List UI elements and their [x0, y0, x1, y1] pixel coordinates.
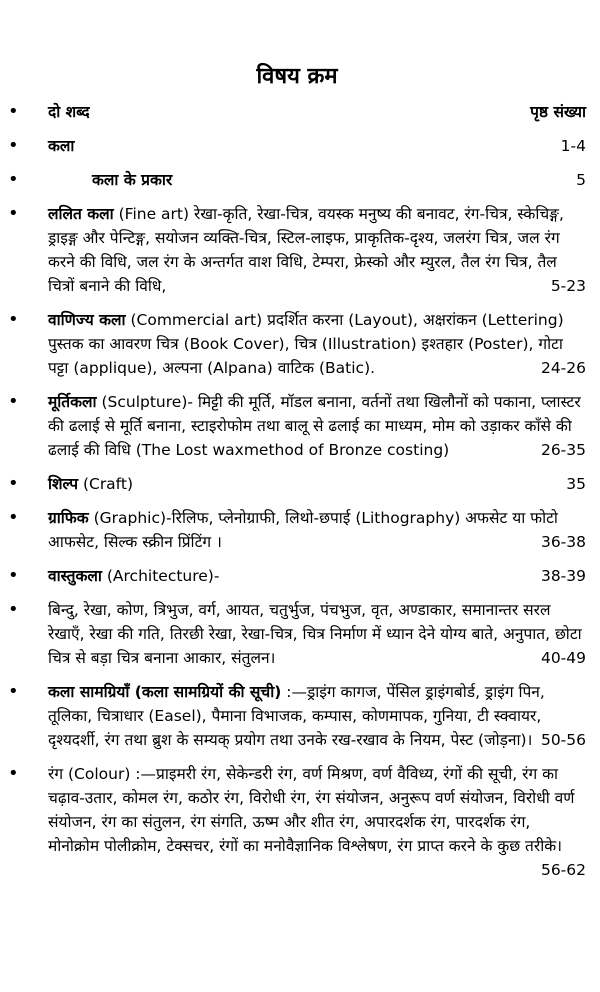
toc-entry — [8, 472, 586, 496]
page-range: 26-35 — [540, 441, 586, 459]
entry-body: (Architecture)- — [101, 567, 220, 585]
entry-heading: ग्राफिक — [48, 509, 89, 527]
bullet-icon: • — [8, 203, 19, 224]
entry-heading: दो शब्द — [48, 103, 90, 121]
toc-entry — [8, 168, 586, 192]
page-range: 40-49 — [540, 649, 586, 667]
entry-body: (Fine art) रेखा-कृति, रेखा-चित्र, वयस्क मनुष्य की बनावट, रंग-चित्र, स्केचिङ्ग, ड्राइङ्ग और पेन्टिङ्ग, सयोजन व्यक्ति-चित्र, स्टिल-लाइफ, प्राकृतिक-दृश्य, जलरंग चित्र, जल रंग करने की विधि, जल रंग के अन्तर्गत वाश विधि, टेम्परा, फ्रेस्को और म्युरल, तैल रंग चित्र, तैल चित्रों बनाने की विधि, — [48, 205, 564, 295]
page-title: विषय क्रम — [256, 64, 338, 89]
entry-body: रंग (Colour) :—प्राइमरी रंग, सेकेन्डरी रंग, वर्ण मिश्रण, वर्ण वैविध्य, रंगों की सूची, रंग का चढ़ाव-उतार, कोमल रंग, कठोर रंग, विरोधी रंग, रंग संयोजन, अनुरूप वर्ण संयोजन, विरोधी वर्ण संयोजन, रंग का संतुलन, रंग संगति, ऊष्म और शीत रंग, अपारदर्शक रंग, पारदर्शक रंग, मोनोक्रोम पोलीक्रोम, टेक्सचर, रंगों का मनोवैज्ञानिक विश्लेषण, रंग प्राप्त करने के कुछ तरीके। — [48, 765, 575, 855]
entry-body: :—ड्राइंग कागज, पेंसिल ड्राइंगबोर्ड, ड्राइंग पिन, तूलिका, चित्राधार (Easel), पैमाना विभाजक, कम्पास, कोणमापक, गुनिया, टी स्क्वायर, दृश्यदर्शी, रंग तथा ब्रुश के सम्यक् प्रयोग तथा उनके रख-रखाव के नियम, पेस्ट (जोड़ना)। — [48, 683, 545, 749]
toc-entry — [8, 202, 586, 298]
toc-entry — [8, 100, 586, 124]
toc-entry — [8, 390, 586, 462]
page-range: 5 — [576, 171, 586, 189]
toc-entry — [8, 564, 586, 588]
page-range: 5-23 — [550, 277, 586, 295]
toc-entry — [8, 598, 586, 670]
toc-entry — [8, 506, 586, 554]
bullet-icon: • — [8, 135, 19, 156]
page-number-header: पृष्ठ संख्या — [530, 103, 586, 121]
bullet-icon: • — [8, 101, 19, 122]
bullet-icon: • — [8, 681, 19, 702]
page-range: 35 — [566, 475, 586, 493]
entry-heading: ललित कला — [48, 205, 114, 223]
toc-entry — [8, 134, 586, 158]
entry-heading: वाणिज्य कला — [48, 311, 126, 329]
page-range: 24-26 — [540, 359, 586, 377]
bullet-icon: • — [8, 565, 19, 586]
bullet-icon: • — [8, 169, 19, 190]
toc-entry — [8, 308, 586, 380]
entry-body: बिन्दु, रेखा, कोण, त्रिभुज, वर्ग, आयत, चतुर्भुज, पंचभुज, वृत, अण्डाकार, समानान्तर सरल रेखाएँ, रेखा की गति, तिरछी रेखा, रेखा-चित्र, चित्र निर्माण में ध्यान देने योग्य बाते, अनुपात, छोटा चित्र से बड़ा चित्र बनाना आकार, संतुलन। — [48, 601, 582, 667]
entry-body: (Sculpture)- मिट्टी की मूर्ति, मॉडल बनाना, वर्तनों तथा खिलौनों को पकाना, प्लास्टर की ढलाई से मूर्ति बनाना, स्टाइरोफोम तथा बालू से ढलाई का माध्यम, मोम को उड़ाकर काँसे की ढलाई की विधि (The Lost waxmethod of Bronze costing) — [48, 393, 581, 459]
entry-body: (Commercial art) प्रदर्शित करना (Layout), अक्षरांकन (Lettering) पुस्तक का आवरण चित्र (Book Cover), चित्र (Illustration) इश्तहार (Poster), गोटा पट्टा (applique), अल्पना (Alpana) वाटिक (Batic). — [48, 311, 564, 377]
page-range: 36-38 — [540, 533, 586, 551]
entry-heading: कला के प्रकार — [92, 171, 173, 189]
bullet-icon: • — [8, 507, 19, 528]
page-range: 1-4 — [560, 137, 586, 155]
bullet-icon: • — [8, 763, 19, 784]
entry-heading: वास्तुकला — [48, 567, 102, 585]
entry-body: (Craft) — [78, 475, 133, 493]
page-range: 56-62 — [540, 861, 586, 879]
toc-entry — [8, 762, 586, 879]
toc-entry — [8, 680, 586, 752]
page-range: 38-39 — [540, 567, 586, 585]
page-range: 50-56 — [540, 731, 586, 749]
entry-heading: कला — [48, 137, 75, 155]
bullet-icon: • — [8, 599, 19, 620]
bullet-icon: • — [8, 391, 19, 412]
entry-heading: शिल्प — [48, 475, 79, 493]
entry-body: (Graphic)-रिलिफ, प्लेनोग्राफी, लिथो-छपाई (Lithography) अफसेट या फोटो आफसेट, सिल्क स्क्रीन प्रिंटिंग । — [48, 509, 558, 551]
bullet-icon: • — [8, 309, 19, 330]
bullet-icon: • — [8, 473, 19, 494]
entry-heading: मूर्तिकला — [48, 393, 97, 411]
entry-heading: कला सामग्रियाँ (कला सामग्रियों की सूची) — [48, 683, 282, 701]
